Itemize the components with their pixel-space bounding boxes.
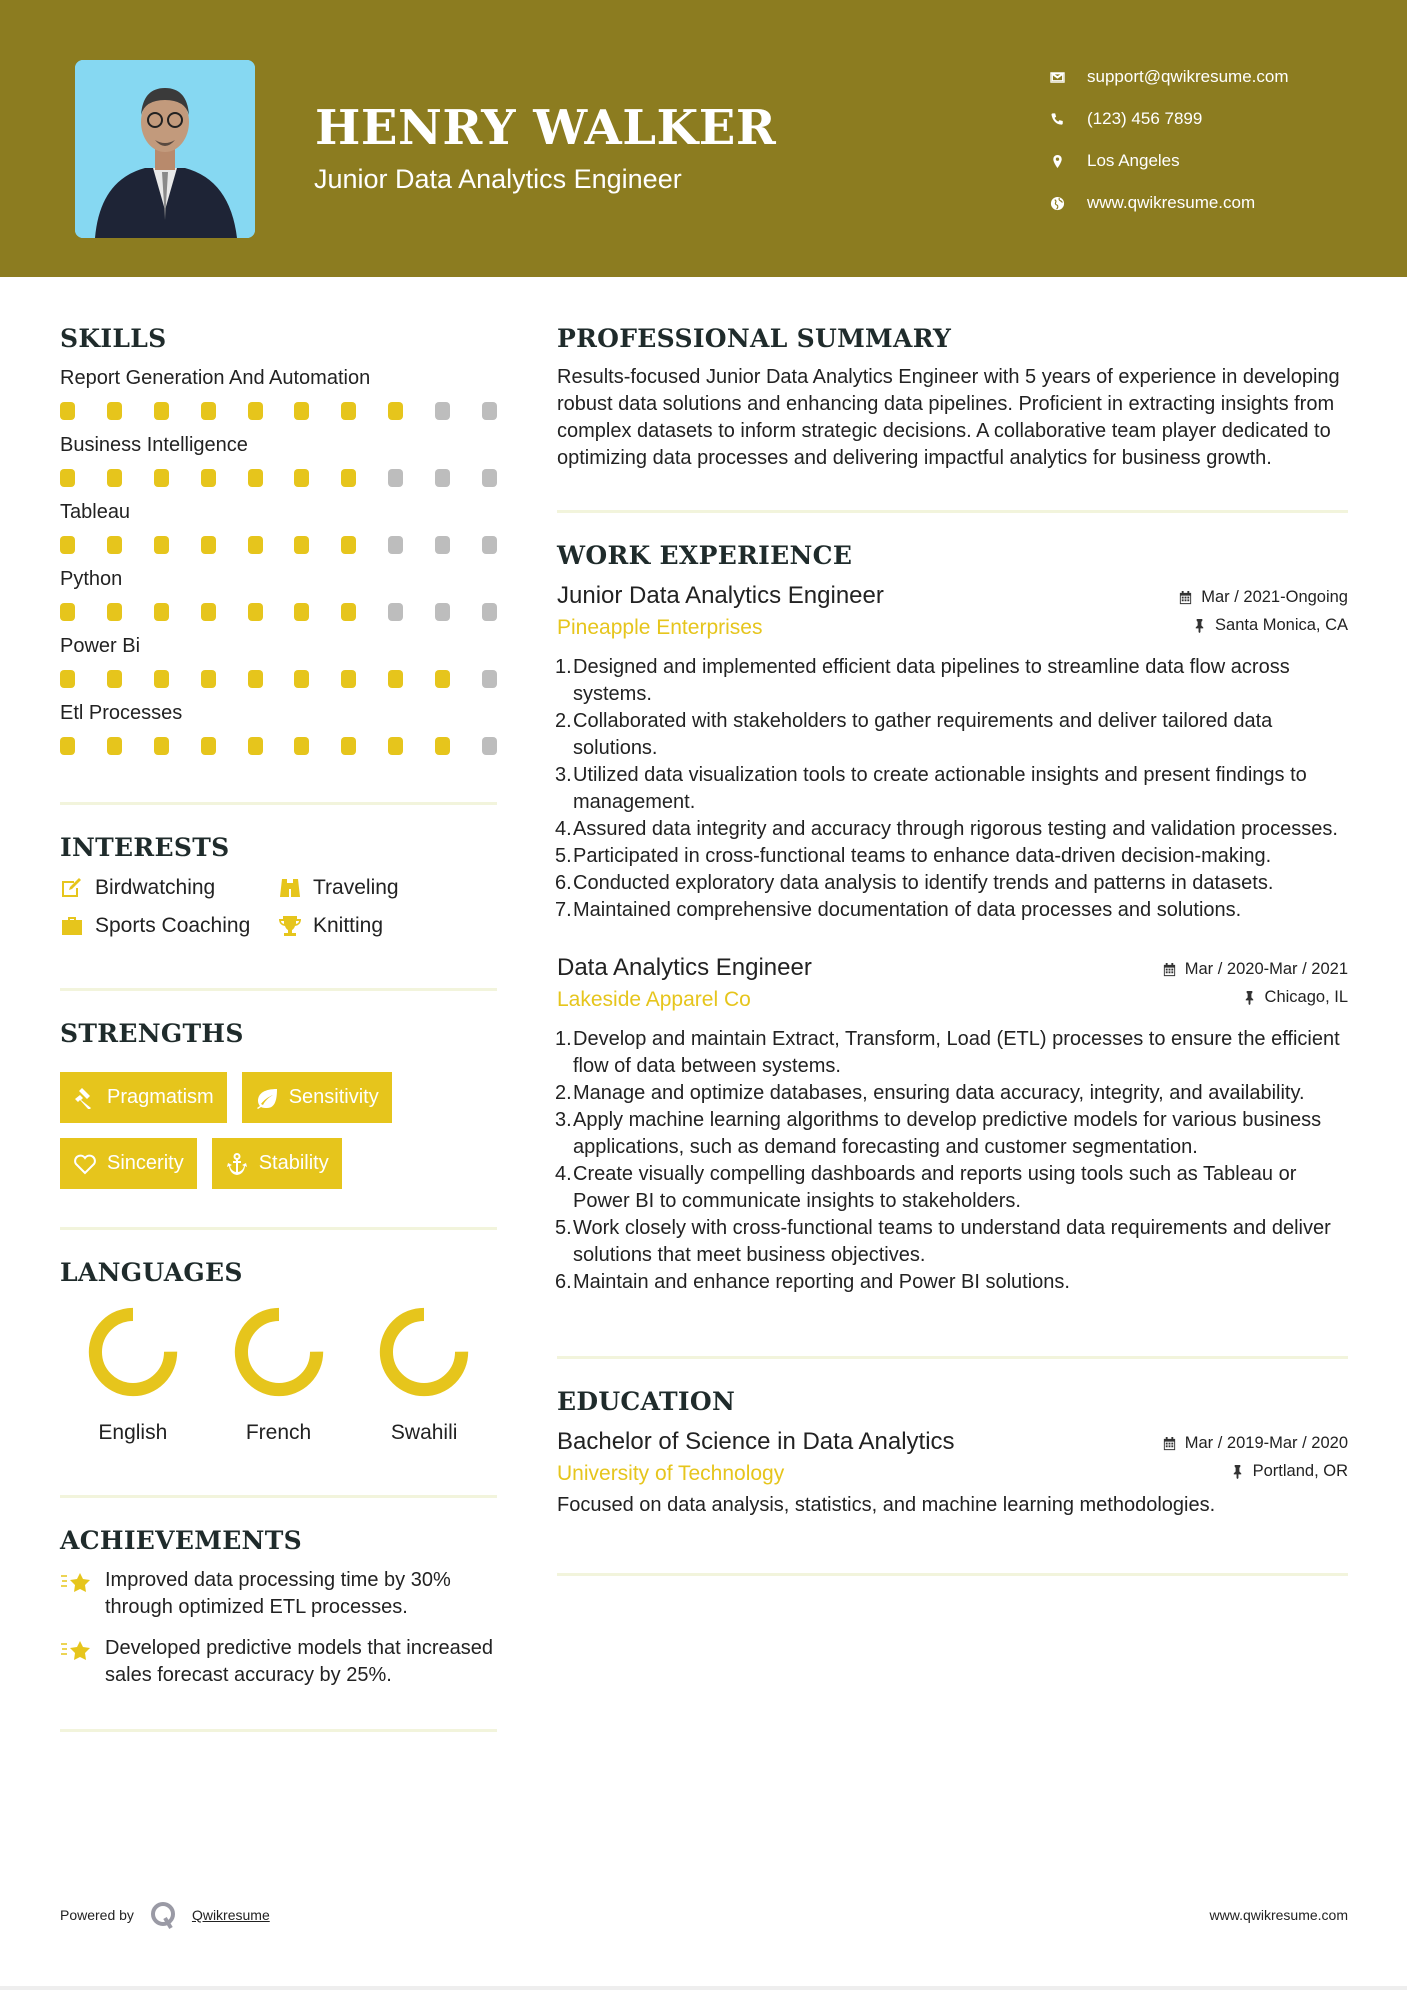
rating-dot-empty <box>388 536 403 554</box>
rating-dot-filled <box>294 469 309 487</box>
strength-tag <box>60 1138 197 1189</box>
pushpin-icon <box>1192 618 1207 633</box>
skill-name: Business Intelligence <box>60 434 248 456</box>
skill-rating <box>60 536 497 554</box>
briefcase-icon <box>60 915 95 937</box>
gavel-icon <box>73 1087 97 1109</box>
candidate-title: Junior Data Analytics Engineer <box>314 164 682 194</box>
rating-dot-filled <box>154 469 169 487</box>
achievement-text: Improved data processing time by 30% through optimized ETL processes. <box>105 1569 451 1618</box>
rating-dot-filled <box>248 737 263 755</box>
skill-rating <box>60 469 497 487</box>
rating-dot-filled <box>154 536 169 554</box>
rating-dot-empty <box>388 603 403 621</box>
interest-label: Knitting <box>313 914 384 937</box>
interest-item <box>60 876 278 900</box>
rating-dot-filled <box>60 402 75 420</box>
interest-label: Sports Coaching <box>95 914 251 937</box>
rating-dot-filled <box>154 737 169 755</box>
left-column <box>60 318 497 1732</box>
rating-dot-filled <box>341 670 356 688</box>
rating-dot-filled <box>107 603 122 621</box>
job-bullet: 1. Develop and maintain Extract, Transform, Load (ETL) processes to ensure the efficient flow of data between systems. <box>555 1028 1340 1077</box>
job-dates-text: Mar / 2021-Ongoing <box>1201 588 1348 606</box>
skills-title: SKILLS <box>60 324 167 353</box>
rating-dot-filled <box>201 603 216 621</box>
skills-list <box>60 366 497 755</box>
calendar-icon <box>1178 590 1193 605</box>
rating-dot-filled <box>201 402 216 420</box>
rating-dot-filled <box>341 469 356 487</box>
strengths-title: STRENGTHS <box>60 1019 244 1048</box>
resume-header <box>0 0 1407 277</box>
contact-location-text: Los Angeles <box>1087 151 1180 170</box>
company-name: Lakeside Apparel Co <box>557 988 751 1011</box>
rating-dot-empty <box>482 603 497 621</box>
rating-dot-empty <box>435 603 450 621</box>
page-bottom-strip <box>0 1986 1407 1990</box>
rating-dot-filled <box>388 402 403 420</box>
contact-phone-text: (123) 456 7899 <box>1087 109 1203 128</box>
job-bullets <box>557 1026 1348 1296</box>
rating-dot-empty <box>482 536 497 554</box>
company-name: Pineapple Enterprises <box>557 616 763 639</box>
rating-dot-filled <box>248 670 263 688</box>
trophy-icon <box>278 915 313 937</box>
rating-dot-empty <box>435 469 450 487</box>
rating-dot-filled <box>341 603 356 621</box>
heart-icon <box>73 1153 97 1175</box>
section-divider <box>557 1573 1348 1576</box>
section-divider <box>60 1729 497 1732</box>
summary-title: PROFESSIONAL SUMMARY <box>557 324 952 353</box>
rating-dot-empty <box>482 469 497 487</box>
rating-dot-empty <box>482 737 497 755</box>
education-description: Focused on data analysis, statistics, and machine learning methodologies. <box>557 1494 1216 1516</box>
rating-dot-empty <box>482 670 497 688</box>
powered-by <box>60 1900 270 1930</box>
section-divider <box>60 1495 497 1498</box>
rating-dot-filled <box>154 402 169 420</box>
rating-dot-filled <box>341 737 356 755</box>
rating-dot-filled <box>294 536 309 554</box>
rating-dot-empty <box>435 536 450 554</box>
rating-dot-filled <box>107 670 122 688</box>
section-divider <box>60 802 497 805</box>
job-bullet: 6. Conducted exploratory data analysis to identify trends and patterns in datasets. <box>555 872 1274 894</box>
job-bullet: 7. Maintained comprehensive documentation of data processes and solutions. <box>555 899 1242 921</box>
shooting-star-icon <box>60 1567 105 1621</box>
interest-item <box>278 876 478 900</box>
job-title: Data Analytics Engineer <box>557 954 812 981</box>
rating-dot-filled <box>341 402 356 420</box>
strength-tag <box>242 1072 392 1123</box>
rating-dot-filled <box>107 402 122 420</box>
skill-name: Report Generation And Automation <box>60 367 371 389</box>
skill-rating <box>60 402 497 420</box>
skill-name: Power Bi <box>60 635 141 657</box>
job-bullet: 3. Utilized data visualization tools to create actionable insights and present findings to management. <box>555 764 1307 813</box>
skill-rating <box>60 603 497 621</box>
strength-label: Sincerity <box>107 1152 184 1174</box>
rating-dot-filled <box>388 670 403 688</box>
rating-dot-filled <box>60 469 75 487</box>
contact-website-text: www.qwikresume.com <box>1087 193 1256 212</box>
map-marker-icon <box>1050 154 1087 169</box>
languages-title: LANGUAGES <box>60 1258 243 1287</box>
job-dates <box>1162 960 1348 979</box>
education-dates <box>1162 1434 1348 1453</box>
rating-dot-filled <box>60 670 75 688</box>
experience-title: WORK EXPERIENCE <box>557 541 853 570</box>
rating-dot-filled <box>341 536 356 554</box>
job-title: Junior Data Analytics Engineer <box>557 582 884 609</box>
pushpin-icon <box>1230 1464 1245 1479</box>
contact-phone[interactable] <box>1050 98 1289 140</box>
interest-label: Birdwatching <box>95 876 216 899</box>
language-progress-ring <box>232 1305 326 1399</box>
strength-tag <box>212 1138 342 1189</box>
candidate-name: HENRY WALKER <box>315 100 777 156</box>
rating-dot-filled <box>248 603 263 621</box>
language-label: English <box>98 1421 168 1444</box>
rating-dot-filled <box>107 469 122 487</box>
rating-dot-filled <box>294 402 309 420</box>
language-item <box>60 1305 206 1445</box>
section-divider <box>557 510 1348 513</box>
achievements-title: ACHIEVEMENTS <box>60 1526 302 1555</box>
globe-icon <box>1050 196 1087 211</box>
education-location-text: Portland, OR <box>1252 1462 1348 1480</box>
education-title: EDUCATION <box>557 1387 736 1416</box>
strength-label: Sensitivity <box>288 1086 379 1108</box>
job-bullet: 5. Work closely with cross-functional teams to understand data requirements and deliver solutions that meet business objectives. <box>555 1217 1331 1266</box>
rating-dot-filled <box>388 737 403 755</box>
contact-email-text: support@qwikresume.com <box>1087 67 1289 86</box>
achievement-item <box>60 1635 497 1689</box>
interests-list <box>60 876 497 938</box>
education-entry <box>557 1428 1348 1519</box>
job-entry <box>557 954 1348 1296</box>
section-divider <box>60 1227 497 1230</box>
rating-dot-filled <box>201 536 216 554</box>
rating-dot-empty <box>435 402 450 420</box>
summary-text: Results-focused Junior Data Analytics Engineer with 5 years of experience in developing robust data solutions and enhancing data pipelines. Proficient in extracting insights from complex datasets to inform strategic decisions. A collaborative team player dedicated to optimizing data processes and delivering impactful analytics for business growth. <box>557 366 1340 469</box>
qwikresume-link[interactable]: Qwikresume <box>191 1907 270 1923</box>
footer-website[interactable]: www.qwikresume.com <box>1209 1907 1348 1923</box>
language-progress-ring <box>377 1305 471 1399</box>
interest-item <box>278 914 478 938</box>
education-dates-text: Mar / 2019-Mar / 2020 <box>1184 1434 1348 1452</box>
rating-dot-empty <box>388 469 403 487</box>
rating-dot-filled <box>294 670 309 688</box>
powered-by-label: Powered by <box>60 1907 134 1923</box>
rating-dot-empty <box>482 402 497 420</box>
job-bullet: 3. Apply machine learning algorithms to develop predictive models for various business applications, such as demand forecasting and customer segmentation. <box>555 1109 1322 1158</box>
job-bullet: 6. Maintain and enhance reporting and Power BI solutions. <box>555 1271 1070 1293</box>
language-item <box>206 1305 352 1445</box>
achievement-text: Developed predictive models that increased sales forecast accuracy by 25%. <box>105 1637 493 1686</box>
rating-dot-filled <box>201 737 216 755</box>
rating-dot-filled <box>294 737 309 755</box>
interests-title: INTERESTS <box>60 833 230 862</box>
rating-dot-filled <box>435 670 450 688</box>
rating-dot-filled <box>60 737 75 755</box>
strength-label: Pragmatism <box>107 1086 214 1108</box>
rating-dot-filled <box>201 670 216 688</box>
language-progress-ring <box>86 1305 180 1399</box>
language-item <box>351 1305 497 1445</box>
pushpin-icon <box>1242 990 1257 1005</box>
skill-name: Python <box>60 568 123 590</box>
rating-dot-filled <box>248 469 263 487</box>
qwikresume-logo-icon <box>148 1900 178 1930</box>
person-portrait-icon <box>75 60 255 238</box>
rating-dot-filled <box>60 603 75 621</box>
calendar-icon <box>1162 1436 1177 1451</box>
interest-item <box>60 914 278 938</box>
languages-list <box>60 1305 497 1445</box>
job-bullet: 2. Manage and optimize databases, ensuring data accuracy, integrity, and availability. <box>555 1082 1305 1104</box>
interest-label: Traveling <box>313 876 399 899</box>
rating-dot-filled <box>107 536 122 554</box>
job-bullets <box>557 654 1348 924</box>
school-name: University of Technology <box>557 1462 785 1485</box>
job-bullet: 1. Designed and implemented efficient data pipelines to streamline data flow across systems. <box>555 656 1290 705</box>
skill-name: Tableau <box>60 501 131 523</box>
rating-dot-filled <box>154 670 169 688</box>
job-bullet: 4. Create visually compelling dashboards and reports using tools such as Tableau or Power BI to communicate insights to stakeholders. <box>555 1163 1297 1212</box>
degree-title: Bachelor of Science in Data Analytics <box>557 1428 955 1455</box>
skill-name: Etl Processes <box>60 702 183 724</box>
job-bullet: 2. Collaborated with stakeholders to gather requirements and deliver tailored data solutions. <box>555 710 1273 759</box>
section-divider <box>557 1356 1348 1359</box>
rating-dot-filled <box>60 536 75 554</box>
rating-dot-filled <box>435 737 450 755</box>
rating-dot-filled <box>248 402 263 420</box>
skill-rating <box>60 737 497 755</box>
job-location-text: Chicago, IL <box>1264 988 1348 1006</box>
skill-rating <box>60 670 497 688</box>
rating-dot-filled <box>107 737 122 755</box>
strength-label: Stability <box>258 1152 329 1174</box>
contact-list <box>1050 56 1289 224</box>
rating-dot-filled <box>248 536 263 554</box>
edit-icon <box>60 877 95 899</box>
job-location-text: Santa Monica, CA <box>1215 616 1348 634</box>
education-location <box>1230 1462 1348 1481</box>
leaf-icon <box>255 1087 279 1109</box>
contact-website[interactable] <box>1050 182 1289 224</box>
shooting-star-icon <box>60 1635 105 1689</box>
job-dates-text: Mar / 2020-Mar / 2021 <box>1184 960 1348 978</box>
envelope-icon <box>1050 70 1087 85</box>
strength-tag <box>60 1072 227 1123</box>
job-dates <box>1178 588 1348 607</box>
contact-email[interactable] <box>1050 56 1289 98</box>
job-location <box>1192 616 1348 635</box>
job-bullet: 5. Participated in cross-functional teams to enhance data-driven decision-making. <box>555 845 1272 867</box>
contact-location <box>1050 140 1289 182</box>
strengths-list <box>60 1072 497 1189</box>
footer <box>60 1900 1348 1930</box>
achievement-item <box>60 1567 497 1621</box>
right-column <box>557 318 1348 1576</box>
language-label: Swahili <box>390 1421 458 1444</box>
achievements-list <box>60 1567 497 1689</box>
calendar-icon <box>1162 962 1177 977</box>
rating-dot-filled <box>201 469 216 487</box>
rating-dot-filled <box>294 603 309 621</box>
rating-dot-filled <box>154 603 169 621</box>
anchor-icon <box>225 1153 249 1175</box>
job-entry <box>557 582 1348 924</box>
binoculars-icon <box>278 877 313 899</box>
language-label: French <box>245 1421 312 1444</box>
job-bullet: 4. Assured data integrity and accuracy through rigorous testing and validation processes. <box>555 818 1338 840</box>
profile-photo <box>75 60 255 238</box>
phone-icon <box>1050 112 1087 127</box>
section-divider <box>60 988 497 991</box>
job-location <box>1242 988 1348 1007</box>
